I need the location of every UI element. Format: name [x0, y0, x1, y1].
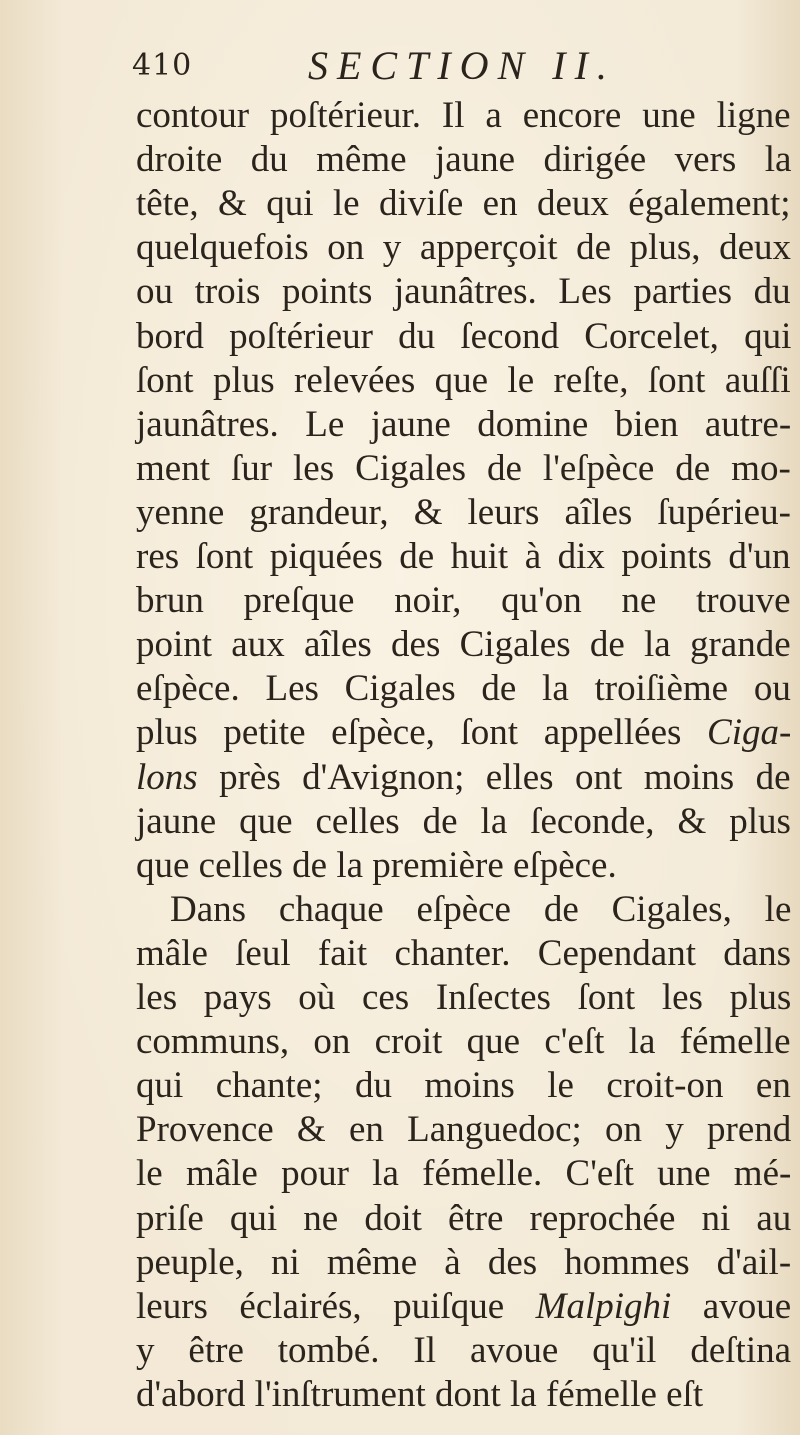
text-line: [136, 579, 791, 623]
text-line: [136, 800, 791, 844]
line-text: bord poſtérieur du ſecond Corcelet, qui: [136, 315, 792, 357]
line-text: droite du même jaune dirigée vers la: [136, 139, 792, 181]
line-text-after: avoue: [671, 1285, 792, 1327]
line-text: mâle ſeul fait chanter. Cependant dans: [136, 932, 792, 974]
text-line: [136, 1152, 791, 1196]
text-line: [136, 1108, 791, 1152]
line-text: jaunâtres. Le jaune domine bien autre-: [136, 403, 792, 445]
italic-word: lons: [136, 756, 198, 798]
text-line: [136, 976, 791, 1020]
line-text: plus petite eſpèce, ſont appellées: [136, 712, 682, 754]
running-head: SECTION II.: [308, 43, 616, 88]
text-line: [136, 711, 791, 755]
text-line: [136, 1197, 791, 1241]
italic-word: Ciga-: [707, 712, 792, 754]
line-text: le mâle pour la fémelle. C'eſt une mé-: [136, 1153, 792, 1195]
text-line: [136, 1373, 703, 1417]
text-line: [170, 888, 791, 932]
line-text: y être tombé. Il avoue qu'il deſtina: [136, 1329, 792, 1371]
text-line: [136, 491, 791, 535]
text-line: [136, 447, 791, 491]
line-text: priſe qui ne doit être reprochée ni au: [136, 1197, 792, 1239]
line-text: les pays où ces Inſectes ſont les plus: [136, 977, 792, 1018]
line-text: brun preſque noir, qu'on ne trouve: [136, 580, 791, 622]
text-line: [136, 315, 791, 359]
text-line: [136, 535, 791, 579]
line-text: Provence & en Languedoc; on y prend: [136, 1109, 792, 1151]
text-line: [136, 667, 791, 711]
line-text: ou trois points jaunâtres. Les parties du: [136, 271, 791, 313]
text-line: [136, 1285, 791, 1329]
line-text: tête, & qui le diviſe en deux également;: [136, 183, 791, 225]
text-line: [136, 359, 791, 403]
line-text: quelquefois on y apperçoit de plus, deux: [136, 227, 792, 269]
line-text: que celles de la première eſpèce.: [136, 844, 617, 886]
line-text: qui chante; du moins le croit-on en: [136, 1065, 791, 1107]
line-text: point aux aîles des Cigales de la grande: [136, 624, 791, 666]
text-line: [136, 138, 791, 182]
text-line: [136, 1020, 791, 1064]
line-text: près d'Avignon; elles ont moins de: [197, 756, 791, 798]
page-number: 410: [132, 48, 193, 83]
line-text: yenne grandeur, & leurs aîles ſupérieu-: [136, 491, 791, 533]
text-line: [136, 844, 617, 888]
text-line: [136, 1329, 791, 1373]
line-text: ment ſur les Cigales de l'eſpèce de mo-: [136, 447, 791, 489]
text-line: [136, 182, 791, 226]
text-line: [136, 1241, 791, 1285]
text-line: [136, 756, 791, 800]
line-text: jaune que celles de la ſeconde, & plus: [136, 800, 791, 842]
line-text: contour poſtérieur. Il a encore une ligne: [136, 95, 791, 136]
text-line: [136, 403, 791, 447]
line-text: d'abord l'inſtrument dont la fémelle eſt: [136, 1373, 704, 1415]
text-line: [136, 932, 791, 976]
line-text: peuple, ni même à des hommes d'ail-: [136, 1241, 792, 1283]
text-line: [136, 270, 791, 314]
text-line: [136, 226, 791, 270]
line-text: res ſont piquées de huit à dix points d'un: [136, 536, 791, 577]
line-text: eſpèce. Les Cigales de la troiſième ou: [136, 668, 791, 710]
line-text: Dans chaque eſpèce de Cigales, le: [170, 888, 792, 930]
line-text: communs, on croit que c'eſt la fémelle: [136, 1021, 791, 1063]
line-text: leurs éclairés, puiſque: [136, 1285, 505, 1327]
text-line: [136, 623, 791, 667]
page-header: [122, 42, 682, 86]
italic-word: Malpighi: [535, 1285, 672, 1327]
text-line: [136, 94, 791, 138]
text-line: [136, 1064, 791, 1108]
line-text: ſont plus relevées que le reſte, ſont auſſi: [136, 359, 791, 401]
